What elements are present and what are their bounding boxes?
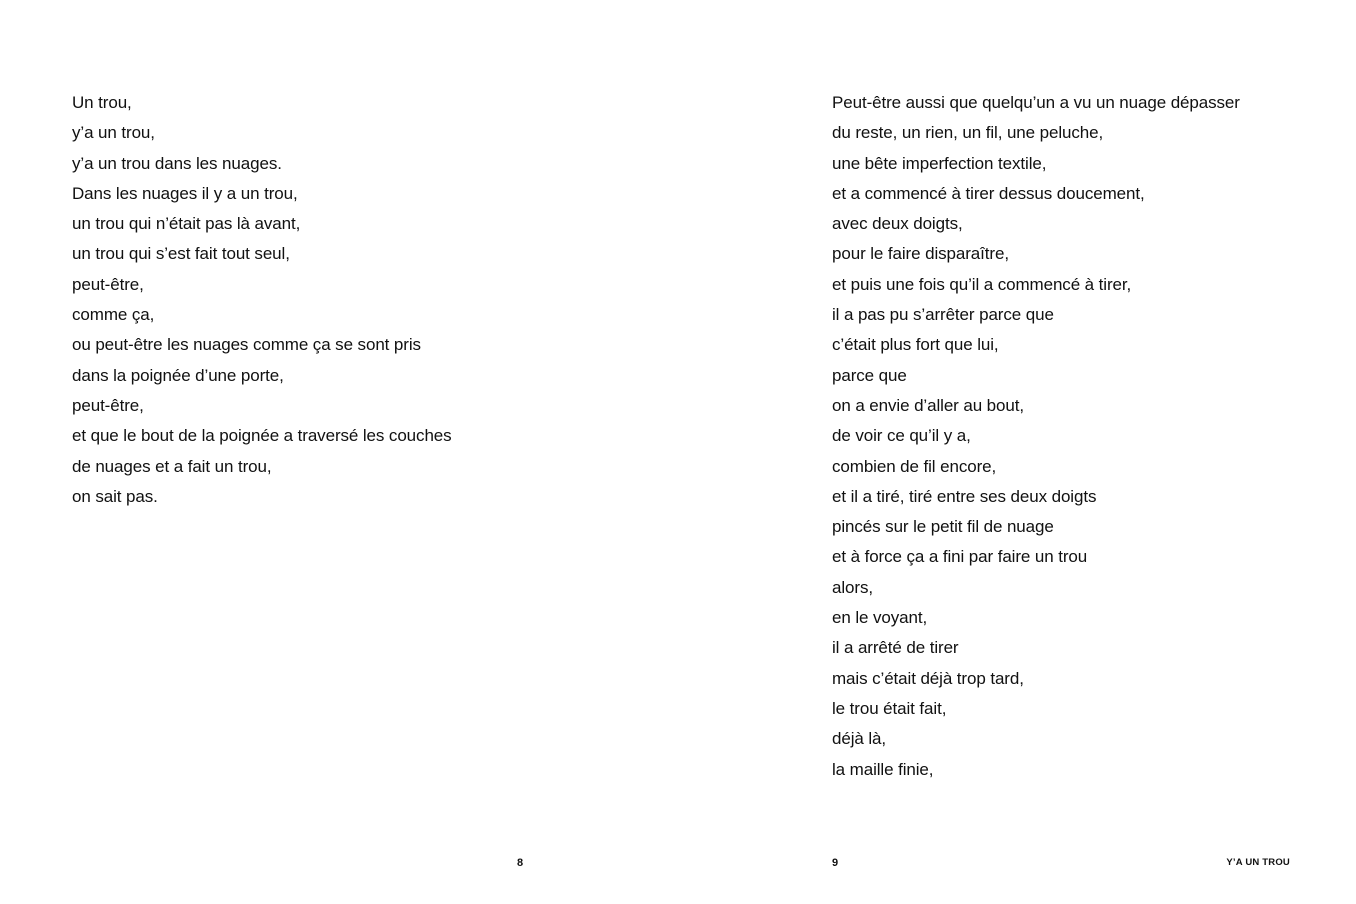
page-number-left: 8: [517, 857, 524, 869]
right-page: [678, 0, 1356, 904]
poem-line: et que le bout de la poignée a traversé les couches: [72, 426, 452, 446]
poem-line: de nuages et a fait un trou,: [72, 456, 272, 476]
poem-line: peut-être,: [72, 274, 144, 294]
poem-line: de voir ce qu’il y a,: [832, 426, 971, 446]
poem-line: un trou qui n’était pas là avant,: [72, 214, 301, 234]
poem-line: Dans les nuages il y a un trou,: [72, 183, 298, 203]
poem-line: pour le faire disparaître,: [832, 244, 1009, 264]
poem-line: dans la poignée d’une porte,: [72, 365, 284, 385]
poem-line: une bête imperfection textile,: [832, 153, 1047, 173]
right-poem-text: [832, 88, 1240, 785]
poem-line: y’a un trou dans les nuages.: [72, 153, 282, 173]
poem-line: comme ça,: [72, 305, 155, 325]
poem-line: en le voyant,: [832, 608, 928, 628]
poem-line: parce que: [832, 365, 907, 385]
poem-line: c’était plus fort que lui,: [832, 335, 999, 355]
poem-line: il a pas pu s’arrêter parce que: [832, 305, 1054, 325]
poem-line: mais c’était déjà trop tard,: [832, 668, 1024, 688]
poem-line: Un trou,: [72, 93, 132, 112]
poem-line: on a envie d’aller au bout,: [832, 395, 1024, 415]
poem-line: et a commencé à tirer dessus doucement,: [832, 183, 1145, 203]
running-title: Y’A UN TROU: [1226, 857, 1290, 868]
poem-line: Peut-être aussi que quelqu’un a vu un nuage dépasser: [832, 93, 1240, 112]
left-poem-text: [72, 88, 452, 512]
poem-line: peut-être,: [72, 395, 144, 415]
poem-line: pincés sur le petit fil de nuage: [832, 517, 1054, 537]
poem-line: du reste, un rien, un fil, une peluche,: [832, 123, 1104, 143]
poem-line: ou peut-être les nuages comme ça se sont pris: [72, 335, 421, 355]
poem-line: et puis une fois qu’il a commencé à tirer,: [832, 274, 1132, 294]
poem-line: déjà là,: [832, 729, 887, 749]
poem-line: et à force ça a fini par faire un trou: [832, 547, 1088, 567]
poem-line: un trou qui s’est fait tout seul,: [72, 244, 290, 264]
poem-line: la maille finie,: [832, 759, 934, 779]
poem-line: et il a tiré, tiré entre ses deux doigts: [832, 486, 1097, 506]
poem-line: on sait pas.: [72, 486, 158, 506]
poem-line: il a arrêté de tirer: [832, 638, 959, 658]
poem-line: avec deux doigts,: [832, 214, 963, 234]
poem-line: combien de fil encore,: [832, 456, 997, 476]
poem-line: y’a un trou,: [72, 123, 155, 143]
poem-line: alors,: [832, 577, 873, 597]
page-number-right: 9: [832, 857, 839, 869]
poem-line: le trou était fait,: [832, 698, 947, 718]
